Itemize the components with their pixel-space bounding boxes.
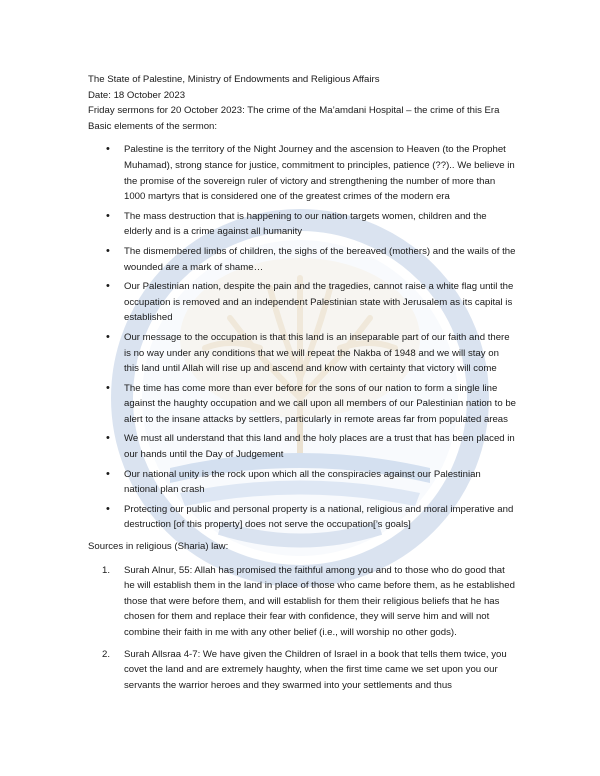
item-number: 2. [102, 648, 111, 660]
sermon-elements-list [88, 142, 516, 533]
source-text: Surah Allsraa 4-7: We have given the Children of Israel in a book that tells them twice, you covet the land and are extremely haughty, when the first time came we set upon you our servants the warrior heroes and they swarmed into your settlements and thus [124, 648, 507, 691]
list-item: • Palestine is the territory of the Night Journey and the ascension to Heaven (to the Prophet Muhamad), strong stance for justice, commitment to principles, patience (??).. We believe in the promise of the sovereign ruler of victory and strengthening the number of more than 1000 martyrs that is considered one of the greatest crimes of the modern era [124, 142, 516, 204]
basic-elements-label: Basic elements of the sermon: [88, 120, 218, 132]
list-item: • The time has come more than ever before for the sons of our nation to form a single line against the haughty occupation and we call upon all members of our Palestinian nation to be alert to the insane attacks by settlers, particularly in remote areas far from populated areas [124, 381, 516, 428]
sources-heading: Sources in religious (Sharia) law: [88, 541, 229, 553]
list-item: • We must all understand that this land and the holy places are a trust that has been placed in our hands until the Day of Judgement [124, 431, 516, 462]
list-item: • Protecting our public and personal property is a national, religious and moral imperative and destruction [of this property] does not serve the occupation[’s goals] [124, 502, 516, 533]
list-item [102, 563, 516, 641]
list-item: • The dismembered limbs of children, the sighs of the bereaved (mothers) and the wails of the wounded are a mark of shame… [124, 244, 516, 275]
sermon-document [88, 72, 516, 699]
item-number: 1. [102, 564, 111, 576]
issuing-authority: The State of Palestine, Ministry of Endowments and Religious Affairs [88, 74, 380, 85]
sermon-title: Friday sermons for 20 October 2023: The crime of the Ma’amdani Hospital – the crime of this Era [88, 105, 500, 117]
list-item: • Our Palestinian nation, despite the pain and the tragedies, cannot raise a white flag until the occupation is removed and an independent Palestinian state with Jerusalem as its capital is established [124, 279, 516, 326]
document-date: Date: 18 October 2023 [88, 89, 186, 101]
list-item: • Our message to the occupation is that this land is an inseparable part of our faith and there is no way under any conditions that we will repeat the Nakba of 1948 and we will stay on this land until Allah will rise up and ascend and know with certainty that victory will come [124, 330, 516, 377]
list-item [102, 647, 516, 694]
list-item: • Our national unity is the rock upon which all the conspiracies against our Palestinian national plan crash [124, 467, 516, 498]
sources-list [88, 563, 516, 694]
list-item: • The mass destruction that is happening to our nation targets women, children and the elderly and is a crime against all humanity [124, 209, 516, 240]
source-text: Surah Alnur, 55: Allah has promised the faithful among you and to those who do good that he will establish them in the land in place of those who came before them, as he established those that were before them, and will establish for them their religious beliefs that he has chosen for them and replace their fear with confidence, they will serve him and will not combine their faith in me with any other belief (i.e., will worship no other gods). [124, 564, 515, 638]
